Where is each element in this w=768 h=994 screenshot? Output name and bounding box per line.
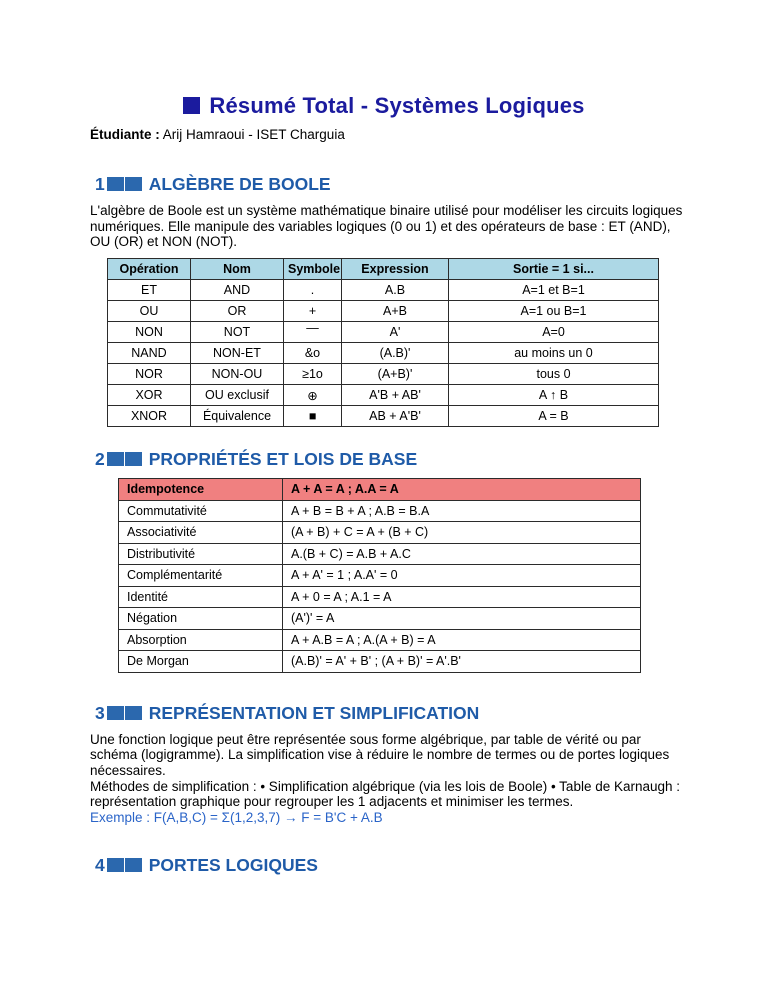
section-number: 4	[95, 854, 105, 875]
cell-operation: XOR	[108, 385, 191, 406]
cell-nom: NON-ET	[191, 343, 284, 364]
column-header: Nom	[191, 259, 284, 280]
title-square-icon	[183, 97, 200, 114]
representation-text-block	[90, 732, 686, 826]
cell-symbole: +	[284, 301, 342, 322]
column-header: Opération	[108, 259, 191, 280]
heading-squares-icon	[107, 855, 143, 875]
section-heading-algebre-de-boole	[95, 174, 768, 194]
cell-operation: NON	[108, 322, 191, 343]
heading-squares-icon	[107, 703, 143, 723]
cell-sortie: A=1 et B=1	[449, 280, 659, 301]
table-row	[119, 500, 641, 522]
table-row	[108, 301, 659, 322]
simplification-methods-paragraph: Méthodes de simplification : • Simplification algébrique (via les lois de Boole) • Table de Karnaugh : représentation graphique pour regrouper les 1 adjacents et minimiser les termes.	[90, 778, 681, 810]
byline-value: Arij Hamraoui - ISET Charguia	[159, 127, 345, 142]
heading-squares-icon	[107, 449, 143, 469]
cell-expression: A.B	[342, 280, 449, 301]
section-title: PORTES LOGIQUES	[148, 854, 318, 875]
section-heading-proprietes-et-lois	[95, 449, 768, 469]
law-formula: A + 0 = A ; A.1 = A	[283, 586, 641, 608]
cell-symbole: ⊕	[284, 385, 342, 406]
column-header: Symbole	[284, 259, 342, 280]
byline	[90, 127, 768, 143]
law-formula: A + B = B + A ; A.B = B.A	[283, 500, 641, 522]
cell-sortie: A=0	[449, 322, 659, 343]
section-heading-representation	[95, 703, 768, 723]
cell-sortie: A ↑ B	[449, 385, 659, 406]
byline-label: Étudiante :	[90, 127, 160, 142]
law-name: Identité	[119, 586, 283, 608]
table-row	[108, 406, 659, 427]
cell-operation: OU	[108, 301, 191, 322]
section-title: PROPRIÉTÉS ET LOIS DE BASE	[148, 449, 418, 470]
cell-expression: A+B	[342, 301, 449, 322]
law-name: Distributivité	[119, 543, 283, 565]
law-formula: A + A = A ; A.A = A	[283, 479, 641, 501]
karnaugh-example: Exemple : F(A,B,C) = Σ(1,2,3,7) → F = B'C + A.B	[90, 810, 383, 826]
column-header: Sortie = 1 si...	[449, 259, 659, 280]
table-row	[119, 586, 641, 608]
cell-expression: A'	[342, 322, 449, 343]
law-name: Absorption	[119, 629, 283, 651]
cell-sortie: tous 0	[449, 364, 659, 385]
law-formula: A + A.B = A ; A.(A + B) = A	[283, 629, 641, 651]
table-row	[108, 364, 659, 385]
cell-nom: AND	[191, 280, 284, 301]
cell-operation: NAND	[108, 343, 191, 364]
cell-nom: OR	[191, 301, 284, 322]
cell-sortie: A=1 ou B=1	[449, 301, 659, 322]
cell-symbole: ■	[284, 406, 342, 427]
table-row	[119, 608, 641, 630]
table-row	[119, 543, 641, 565]
law-formula: (A')' = A	[283, 608, 641, 630]
cell-sortie: au moins un 0	[449, 343, 659, 364]
table-row	[119, 522, 641, 544]
cell-nom: OU exclusif	[191, 385, 284, 406]
law-name: Négation	[119, 608, 283, 630]
cell-symbole: &o	[284, 343, 342, 364]
law-formula: (A.B)' = A' + B' ; (A + B)' = A'.B'	[283, 651, 641, 673]
cell-nom: Équivalence	[191, 406, 284, 427]
boole-operations-table	[107, 258, 659, 427]
table-row	[108, 343, 659, 364]
cell-nom: NON-OU	[191, 364, 284, 385]
representation-paragraph: Une fonction logique peut être représentée sous forme algébrique, par table de vérité ou par schéma (logigramme). La simplification vise à réduire le nombre de termes ou de portes logiques nécessaires.	[90, 731, 670, 779]
cell-nom: NOT	[191, 322, 284, 343]
cell-expression: A'B + AB'	[342, 385, 449, 406]
cell-symbole: .	[284, 280, 342, 301]
law-formula: A + A' = 1 ; A.A' = 0	[283, 565, 641, 587]
law-name: De Morgan	[119, 651, 283, 673]
section-heading-portes-logiques	[95, 855, 768, 875]
cell-symbole: ≥1o	[284, 364, 342, 385]
table-row	[108, 385, 659, 406]
cell-expression: (A+B)'	[342, 364, 449, 385]
section-title: REPRÉSENTATION ET SIMPLIFICATION	[148, 702, 480, 723]
law-name: Idempotence	[119, 479, 283, 501]
table-row	[119, 565, 641, 587]
column-header: Expression	[342, 259, 449, 280]
law-name: Associativité	[119, 522, 283, 544]
cell-operation: NOR	[108, 364, 191, 385]
cell-expression: AB + A'B'	[342, 406, 449, 427]
section-title: ALGÈBRE DE BOOLE	[148, 174, 331, 194]
page-title	[0, 0, 768, 119]
table-row	[108, 280, 659, 301]
cell-expression: (A.B)'	[342, 343, 449, 364]
law-formula: A.(B + C) = A.B + A.C	[283, 543, 641, 565]
table-row	[119, 629, 641, 651]
law-name: Complémentarité	[119, 565, 283, 587]
cell-operation: ET	[108, 280, 191, 301]
section-number: 1	[95, 174, 105, 194]
laws-table	[118, 478, 641, 673]
table-row	[108, 322, 659, 343]
law-name: Commutativité	[119, 500, 283, 522]
laws-header-row	[119, 479, 641, 501]
intro-paragraph: L'algèbre de Boole est un système mathématique binaire utilisé pour modéliser les circuits logiques numériques. Elle manipule des variables logiques (0 ou 1) et des opérateurs de base : ET (AND), OU (OR) et NON (NOT).	[90, 203, 683, 250]
cell-symbole: —	[284, 322, 342, 343]
heading-squares-icon	[107, 174, 143, 194]
cell-operation: XNOR	[108, 406, 191, 427]
page-title-text: Résumé Total - Systèmes Logiques	[209, 93, 585, 118]
table-header-row	[108, 259, 659, 280]
law-formula: (A + B) + C = A + (B + C)	[283, 522, 641, 544]
cell-sortie: A = B	[449, 406, 659, 427]
section-number: 3	[95, 702, 105, 723]
table-row	[119, 651, 641, 673]
section-number: 2	[95, 449, 105, 470]
